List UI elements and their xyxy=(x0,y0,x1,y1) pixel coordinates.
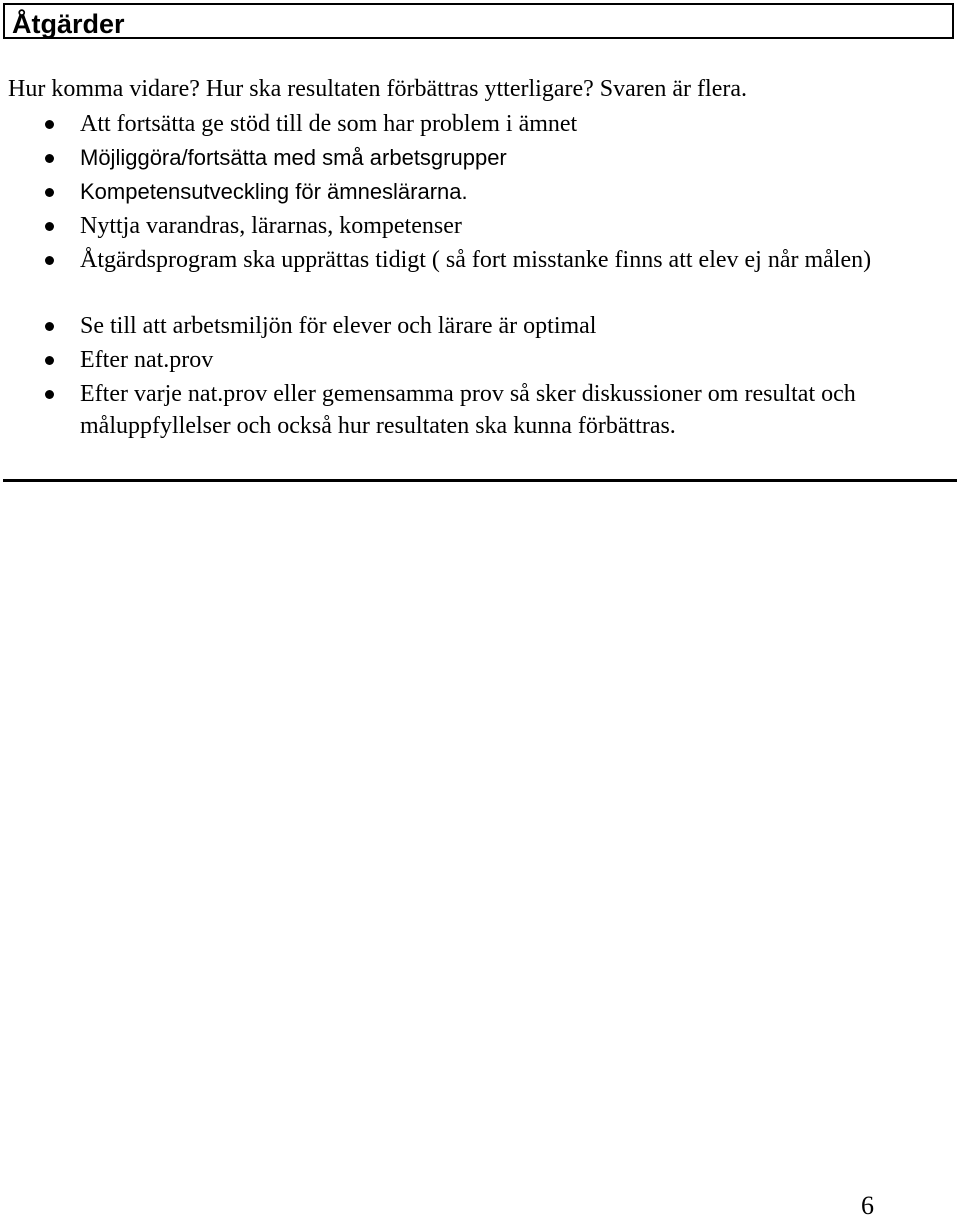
intro-paragraph: Hur komma vidare? Hur ska resultaten förbättras ytterligare? Svaren är flera. xyxy=(8,76,748,102)
list-item xyxy=(0,344,960,378)
bullet-icon xyxy=(45,188,54,197)
bullet-icon xyxy=(45,256,54,265)
list-item-text: Efter nat.prov xyxy=(80,347,214,373)
list-item-text: Nyttja varandras, lärarnas, kompetenser xyxy=(80,213,462,239)
list-item xyxy=(0,310,960,344)
list-item xyxy=(0,142,960,176)
list-item xyxy=(0,108,960,142)
section-heading-box xyxy=(3,3,954,39)
page-number: 6 xyxy=(861,1191,874,1220)
horizontal-rule xyxy=(3,479,957,482)
list-item-text: Efter varje nat.prov eller gemensamma prov så sker diskussioner om resultat och måluppfyllelser och också hur resultaten ska kunna förbättras. xyxy=(80,381,856,439)
bullet-icon xyxy=(45,322,54,331)
list-item-text: Att fortsätta ge stöd till de som har problem i ämnet xyxy=(80,111,578,137)
list-item-text: Möjliggöra/fortsätta med små arbetsgrupper xyxy=(80,145,507,170)
list-item xyxy=(0,244,960,310)
bullet-icon xyxy=(45,222,54,231)
list-item-text: Åtgärdsprogram ska upprättas tidigt ( så fort misstanke finns att elev ej når målen) xyxy=(80,247,872,273)
list-item-text: Kompetensutveckling för ämneslärarna. xyxy=(80,179,468,204)
list-item xyxy=(0,176,960,210)
bullet-icon xyxy=(45,390,54,399)
bullet-icon xyxy=(45,154,54,163)
section-heading: Åtgärder xyxy=(12,9,125,39)
bullet-icon xyxy=(45,356,54,365)
action-list xyxy=(0,108,960,444)
bullet-icon xyxy=(45,120,54,129)
list-item xyxy=(0,378,960,444)
list-item-text: Se till att arbetsmiljön för elever och lärare är optimal xyxy=(80,313,597,339)
list-item xyxy=(0,210,960,244)
